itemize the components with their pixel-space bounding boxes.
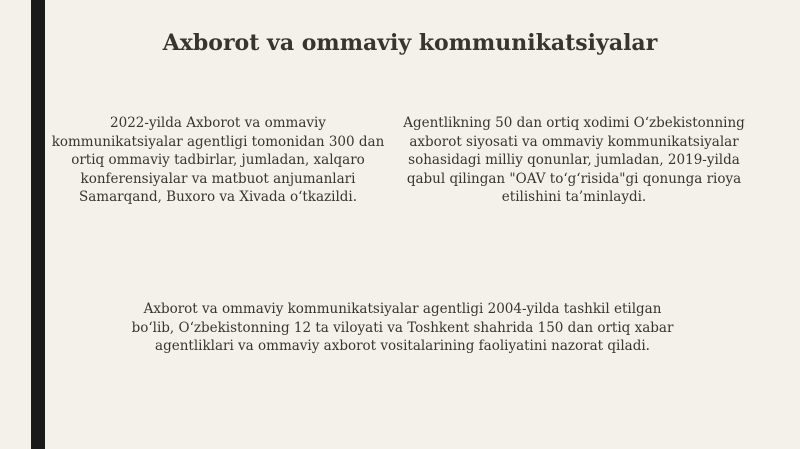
paragraph-events: 2022-yilda Axborot va ommaviy kommunikatsiyalar agentligi tomonidan 300 dan ortiq ommaviy tadbirlar, jumladan, xalqaro konferensiyalar va matbuot anjumanlari Samarqand, Buxoro va Xivada o‘tkazildi.: [51, 115, 385, 205]
left-accent-bar: [31, 0, 45, 449]
paragraph-staff: Agentlikning 50 dan ortiq xodimi O‘zbekistonning axborot siyosati va ommaviy kommunikatsiyalar sohasidagi milliy qonunlar, jumladan, 2019-yilda qabul qilingan "OAV to‘g‘risida"gi qonunga rioya etilishini ta’minlaydi.: [403, 115, 745, 205]
paragraph-agency-history: Axborot va ommaviy kommunikatsiyalar agentligi 2004-yilda tashkil etilgan bo‘lib, O‘zbekistonning 12 ta viloyati va Toshkent shahrida 150 dan ortiq xabar agentliklari va ommaviy axborot vositalarining faoliyatini nazorat qiladi.: [131, 301, 674, 354]
slide-title: Axborot va ommaviy kommunikatsiyalar: [162, 30, 658, 56]
